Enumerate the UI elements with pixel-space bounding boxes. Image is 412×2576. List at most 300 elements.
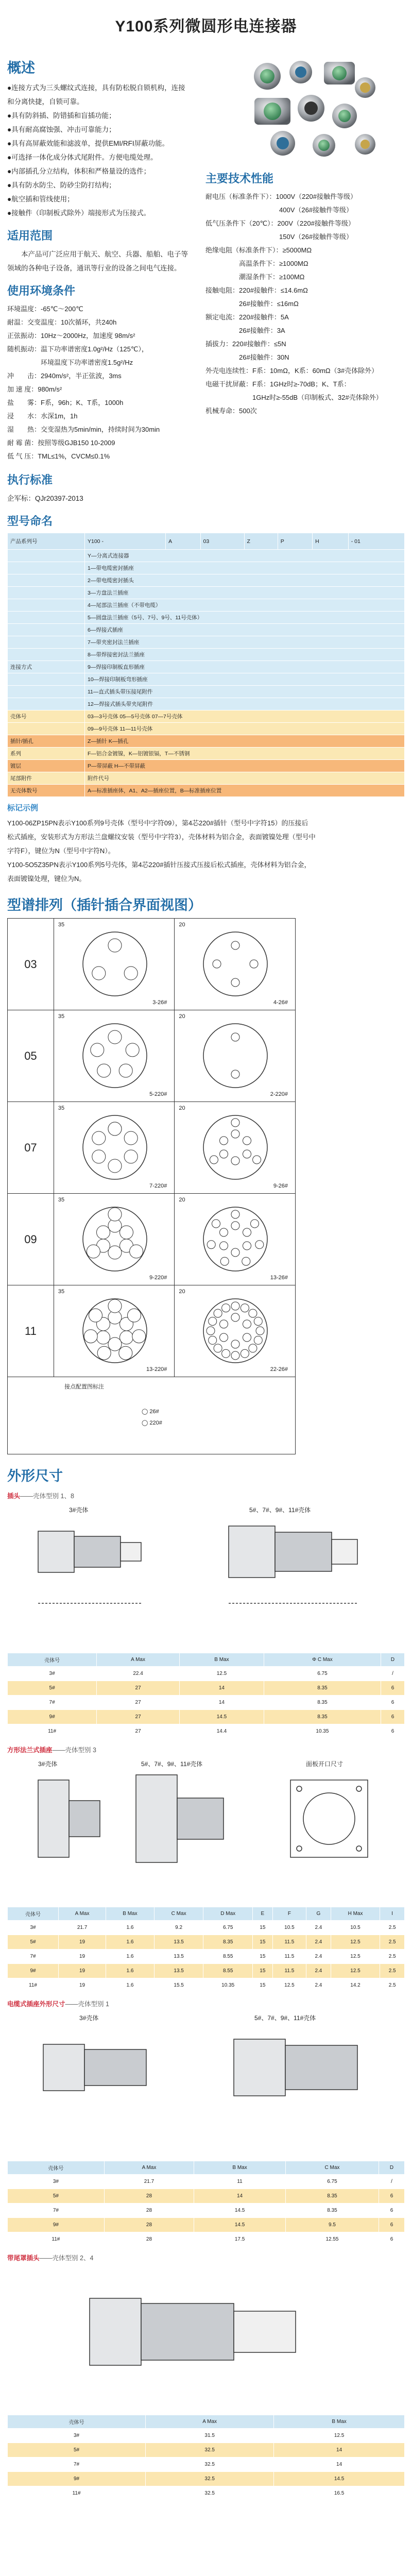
environment-line: 耐 霉 菌：按照等级GJB150 10-2009: [7, 439, 115, 447]
pin-layout: [199, 1295, 271, 1367]
legend-item: ◯ 220#: [142, 1420, 162, 1426]
spec-line: 机械寿命：500次: [205, 407, 257, 415]
dim-header-cell: 壳体号: [8, 1907, 59, 1921]
shield-drawing: [7, 2262, 405, 2412]
spec-line: 26#接触件：3A: [205, 327, 285, 334]
dim-header-cell: B Max: [274, 2415, 405, 2429]
application-text: 本产品可广泛应用于航天、航空、兵器、船舶、电子等领域的各种电子设备，通讯等行业的设备之间电气连接。: [7, 250, 188, 272]
model-row-item: Y—分离式连接器: [85, 550, 405, 562]
arrangement-left: [54, 919, 175, 1010]
shield-title: 带尾罩插头——壳体型别 2、4: [7, 2255, 94, 2262]
contact-pin: [213, 960, 221, 968]
model-row-item: 03—3号壳体 05—5号壳体 07—7号壳体: [85, 710, 405, 723]
model-row-item: P—带屏蔽 H—不带屏蔽: [85, 760, 405, 772]
feature-item: ●具有防水防尘、防砂尘防打结构；: [7, 181, 116, 189]
dim-cell: 13.5: [154, 1950, 203, 1964]
contact-pin: [97, 1346, 111, 1360]
contact-pin: [253, 1156, 261, 1164]
plug-title: 插头——壳体型别 1、8: [7, 1493, 74, 1500]
contact-pin: [254, 1317, 263, 1326]
contact-pin: [243, 1137, 251, 1145]
contact-pin: [249, 1309, 257, 1317]
flange-view-3-label: 3#壳体: [38, 1760, 58, 1768]
dim-cell: 28: [104, 2204, 194, 2218]
model-header-cell: H: [313, 533, 349, 550]
dim-cell: 14: [180, 1681, 264, 1696]
pin-layout: [79, 1111, 151, 1183]
model-row-label: [8, 574, 85, 587]
contact-pin: [251, 1219, 259, 1228]
dim-cell: 12.5: [331, 1950, 380, 1964]
dim-cell: 27: [97, 1710, 180, 1724]
contact-pin: [243, 1242, 251, 1250]
cell-top-label: 35: [58, 922, 65, 928]
dim-cell: 8.55: [203, 1950, 253, 1964]
example-line: Y100-06ZP15PN表示Y100系列9号壳体（型号中字符09），第4芯220#插针（型号中字符15）的压接后: [7, 819, 308, 827]
panel-cutout-label: 面板开口尺寸: [306, 1760, 344, 1768]
dim-cell: 3#: [8, 1667, 97, 1681]
model-row-item: 11—直式插头带压接尾附件: [85, 686, 405, 698]
environment-line: 环境温度下功率谱密度1.5g²/Hz: [7, 359, 133, 366]
arrangement-heading: 型谱排列（插针插合界面视图）: [7, 897, 202, 913]
spec-line: 插拔力：220#接触件：≤5N: [205, 340, 286, 348]
model-heading: 型号命名: [7, 515, 53, 528]
dim-cell: 6: [379, 2232, 405, 2247]
contact-pin: [212, 1219, 220, 1228]
contact-pin: [243, 1333, 251, 1342]
dim-cell: 8.35: [203, 1935, 253, 1950]
contact-pin: [91, 1043, 104, 1057]
cell-top-label: 20: [179, 922, 185, 928]
dim-cell: 15: [252, 1978, 272, 1993]
application-heading: 适用范围: [7, 229, 53, 242]
shell-number: 05: [8, 1010, 54, 1102]
dim-header-cell: H Max: [331, 1907, 380, 1921]
dim-cell: 10.5: [272, 1921, 306, 1935]
cell-bottom-label: 5-220#: [149, 1091, 167, 1097]
contact-pin: [209, 1336, 217, 1344]
dim-cell: 3#: [8, 1921, 59, 1935]
feature-item: ●可选择一体化成分体式尾附件。方便电缆处理。: [7, 154, 158, 161]
dim-cell: 16.5: [274, 2486, 405, 2501]
dim-header-cell: A Max: [97, 1653, 180, 1667]
environment-line: 耐温：交变温度：10次循环，共240h: [7, 318, 117, 326]
contact-pin: [221, 1257, 229, 1265]
dim-header-cell: B Max: [106, 1907, 154, 1921]
dim-cell: 32.5: [146, 2486, 274, 2501]
contact-pin: [108, 1246, 122, 1259]
cable-view-3-label: 3#壳体: [79, 2014, 99, 2022]
model-row-label: [8, 624, 85, 636]
shell-number: 07: [8, 1102, 54, 1194]
contact-pin: [210, 1156, 218, 1164]
model-row-label: [8, 550, 85, 562]
model-row-label: [8, 673, 85, 686]
arrangement-left: [54, 1102, 175, 1194]
model-row-label: [8, 636, 85, 649]
dim-cell: 7#: [8, 2458, 146, 2472]
pin-layout: [199, 1203, 271, 1275]
dim-cell: 14.4: [180, 1724, 264, 1739]
arrangement-left: [54, 1285, 175, 1377]
environment-list: [7, 302, 190, 463]
contact-pin: [243, 1320, 251, 1328]
model-header-cell: P: [278, 533, 312, 550]
model-row-label: [8, 562, 85, 574]
spec-line: 耐电压（标准条件下）：1000V（220#接触件等级）: [205, 193, 357, 200]
spec-line: 高温条件下：≥1000MΩ: [205, 260, 308, 267]
main-specs-heading: 主要技术性能: [205, 172, 274, 185]
dim-cell: 2.4: [306, 1935, 331, 1950]
model-row-label: 插针/插孔: [8, 735, 85, 748]
dim-cell: 19: [59, 1935, 106, 1950]
dim-cell: 15: [252, 1964, 272, 1978]
dim-cell: 14.5: [194, 2218, 286, 2232]
table-row: [8, 2486, 405, 2501]
arrangement-left: [54, 1194, 175, 1285]
table-row: [8, 1935, 405, 1950]
contact-pin: [220, 1150, 228, 1158]
spec-line: 接触电阻：220#接触件：≤14.6mΩ: [205, 286, 308, 294]
contact-pin: [119, 1226, 133, 1239]
legend-cell: [8, 1377, 296, 1454]
dim-header-cell: F: [272, 1907, 306, 1921]
contact-pin: [231, 1210, 239, 1218]
dim-cell: 6: [381, 1710, 404, 1724]
dim-cell: 12.5: [331, 1964, 380, 1978]
dim-cell: 14.5: [180, 1710, 264, 1724]
dim-cell: 19: [59, 1978, 106, 1993]
table-row: [8, 2429, 405, 2443]
standard-text: 企军标：QJr20397-2013: [7, 495, 83, 502]
spec-line: 电磁干扰屏蔽：F系：1GHz时≥-70dB；K、T系：: [205, 380, 351, 388]
contact-pin: [243, 1228, 251, 1236]
model-row-item: 9—焊接印制板直形插座: [85, 661, 405, 673]
model-row-item: 1—带电缆密封插座: [85, 562, 405, 574]
dim-header-cell: B Max: [180, 1653, 264, 1667]
dim-cell: 12.5: [331, 1935, 380, 1950]
dim-cell: /: [379, 2175, 405, 2189]
spec-line: 潮湿条件下：≥100MΩ: [205, 273, 305, 281]
table-row: [8, 2458, 405, 2472]
cell-top-label: 35: [58, 1289, 65, 1295]
table-row: [8, 2204, 405, 2218]
dim-cell: 9#: [8, 2218, 105, 2232]
arrangement-table: [7, 918, 296, 1454]
dim-cell: 9#: [8, 1964, 59, 1978]
flange-dim-table: [7, 1907, 405, 1993]
dim-cell: 5#: [8, 1681, 97, 1696]
dim-cell: 1.6: [106, 1935, 154, 1950]
page-title: Y100系列微圆形电连接器: [115, 18, 297, 35]
contact-pin: [127, 1309, 141, 1322]
contact-pin: [231, 1070, 239, 1078]
table-row: [8, 1921, 405, 1935]
dim-header-cell: D: [381, 1653, 404, 1667]
contact-pin: [222, 1349, 230, 1358]
contact-pin: [220, 1137, 228, 1145]
table-row: [8, 2472, 405, 2486]
dim-cell: 12.5: [274, 2429, 405, 2443]
model-row-label: [8, 587, 85, 599]
plug-view-5-label: 5#、7#、9#、11#壳体: [249, 1506, 311, 1514]
environment-line: 浸 水：水深1m，1h: [7, 412, 78, 420]
contact-pin: [84, 1330, 97, 1343]
legend-title: 接点配置图标注: [64, 1384, 104, 1390]
cable-view-5-label: 5#、7#、9#、11#壳体: [254, 2014, 316, 2022]
model-row-item: 6—焊接式插座: [85, 624, 405, 636]
dim-header-cell: 壳体号: [8, 2161, 105, 2175]
shell-number: 09: [8, 1194, 54, 1285]
dim-cell: 5#: [8, 2189, 105, 2204]
dim-cell: 12.55: [285, 2232, 379, 2247]
dim-cell: 11.5: [272, 1964, 306, 1978]
cell-bottom-label: 13-26#: [270, 1275, 288, 1281]
spec-line: 1GHz时≥-55dB（印制板式、32#壳体除外）: [205, 394, 383, 401]
contact-pin: [214, 1344, 222, 1352]
contact-pin: [220, 1320, 228, 1328]
main-specs-list: [205, 190, 405, 418]
table-row: [8, 1724, 405, 1739]
dim-header-cell: E: [252, 1907, 272, 1921]
contact-pin: [108, 1208, 122, 1221]
dim-header-cell: C Max: [154, 1907, 203, 1921]
dim-cell: 32.5: [146, 2443, 274, 2458]
dim-cell: 22.4: [97, 1667, 180, 1681]
dim-header-cell: 壳体号: [8, 1653, 97, 1667]
contact-pin: [97, 1064, 111, 1077]
dim-cell: 2.5: [380, 1964, 405, 1978]
spec-line: 低气压条件下（20℃）：200V（220#接触件等级）: [205, 219, 355, 227]
dim-cell: 7#: [8, 1696, 97, 1710]
shell-number: 11: [8, 1285, 54, 1377]
example-line: 字符F），键位为N（型号中字符N）。: [7, 847, 115, 855]
dim-cell: 1.6: [106, 1978, 154, 1993]
dim-header-cell: A Max: [146, 2415, 274, 2429]
dim-cell: 32.5: [146, 2472, 274, 2486]
dim-cell: 6: [379, 2218, 405, 2232]
contact-pin: [231, 1222, 239, 1230]
shield-dim-table: [7, 2415, 405, 2501]
cell-bottom-label: 22-26#: [270, 1366, 288, 1372]
cell-top-label: 20: [179, 1197, 185, 1203]
dim-cell: 11#: [8, 1978, 59, 1993]
feature-item: ●具有耐高腐蚀强、冲击可靠能力；: [7, 126, 116, 133]
contact-pin: [108, 939, 122, 952]
contact-pin: [231, 1033, 239, 1041]
standard-heading: 执行标准: [7, 473, 53, 486]
environment-line: 冲 击：2940m/s²，半正弦波，3ms: [7, 372, 122, 380]
model-header-cell: Z: [244, 533, 278, 550]
cell-bottom-label: 9-220#: [149, 1275, 167, 1281]
dim-cell: 11: [194, 2175, 286, 2189]
dimensions-heading: 外形尺寸: [7, 1468, 63, 1484]
table-row: [8, 1950, 405, 1964]
dim-header-cell: B Max: [194, 2161, 286, 2175]
environment-line: 湿 热：交变湿热为5min/min，持续时间为30min: [7, 426, 160, 433]
dim-cell: 15: [252, 1921, 272, 1935]
dim-cell: 2.5: [380, 1921, 405, 1935]
contact-pin: [209, 1317, 217, 1326]
table-row: [8, 2443, 405, 2458]
dim-cell: 6: [379, 2204, 405, 2218]
shell-number: 03: [8, 919, 54, 1010]
cell-top-label: 20: [179, 1289, 185, 1295]
dim-cell: 27: [97, 1681, 180, 1696]
model-row-label: 镀层: [8, 760, 85, 772]
dim-cell: 9#: [8, 1710, 97, 1724]
dim-cell: 2.5: [380, 1935, 405, 1950]
dim-cell: 2.4: [306, 1978, 331, 1993]
model-header-cell: A: [166, 533, 200, 550]
contact-pin: [222, 1304, 230, 1312]
dim-cell: 15.5: [154, 1978, 203, 1993]
dim-cell: 17.5: [194, 2232, 286, 2247]
model-row-item: A—标准插座体，A1、A2—插座位置，B—标准插座位置: [85, 785, 405, 797]
dim-cell: 6: [379, 2189, 405, 2204]
model-row-item: 附件代号: [85, 772, 405, 785]
dim-header-cell: I: [380, 1907, 405, 1921]
model-row-label: 尾部附件: [8, 772, 85, 785]
model-row-item: 8—带焊接密封法兰插座: [85, 649, 405, 661]
pin-layout: [199, 1020, 271, 1092]
dim-cell: 10.35: [203, 1978, 253, 1993]
feature-item: ●内部插孔分立结构，体积和严格量设的选件；: [7, 167, 151, 175]
contact-pin: [220, 1228, 228, 1236]
environment-line: 随机振动：温下功率谱密度1.0g²/Hz（125℃），: [7, 345, 148, 353]
overview-heading: 概述: [7, 60, 35, 76]
dim-header-cell: A Max: [59, 1907, 106, 1921]
table-row: [8, 1667, 405, 1681]
dim-cell: 14: [274, 2458, 405, 2472]
model-row-label: 系列: [8, 748, 85, 760]
contact-pin: [255, 1241, 264, 1249]
model-row-item: F—铝合金镀镍，K—铝镀银镉，T—不锈钢: [85, 748, 405, 760]
dim-cell: 9.2: [154, 1921, 203, 1935]
spec-line: 外壳电连续性：F系：10mΩ，K系：60mΩ（3#壳体除外）: [205, 367, 379, 375]
table-row: [8, 1681, 405, 1696]
contact-pin: [119, 1346, 132, 1360]
dim-cell: 28: [104, 2232, 194, 2247]
cell-top-label: 35: [58, 1105, 65, 1111]
contact-pin: [108, 1030, 122, 1044]
model-row-item: 09—9号壳体 11—11号壳体: [85, 723, 405, 735]
model-row-label: [8, 698, 85, 710]
dim-cell: 14: [274, 2443, 405, 2458]
contact-pin: [256, 1327, 264, 1335]
model-row-item: Z—插针 K—插孔: [85, 735, 405, 748]
table-row: [8, 1710, 405, 1724]
spec-line: 绝缘电阻（标准条件下）：≥5000MΩ: [205, 246, 312, 254]
pin-layout: [79, 1020, 151, 1092]
dim-cell: 8.35: [264, 1681, 381, 1696]
model-header-cell: - 01: [348, 533, 404, 550]
dim-cell: 27: [97, 1724, 180, 1739]
contact-pin: [231, 1130, 239, 1138]
dim-cell: 9.5: [285, 2218, 379, 2232]
cell-top-label: 20: [179, 1013, 185, 1020]
dim-cell: 3#: [8, 2429, 146, 2443]
arrangement-right: [175, 1102, 296, 1194]
legend-item: ◯ 26#: [142, 1409, 159, 1415]
table-row: [8, 2218, 405, 2232]
model-row-label: [8, 599, 85, 612]
dim-header-cell: D Max: [203, 1907, 253, 1921]
contact-pin: [129, 1245, 143, 1258]
cell-bottom-label: 3-26#: [152, 999, 167, 1006]
model-row-label: 壳体号: [8, 710, 85, 723]
dim-cell: 6.75: [203, 1921, 253, 1935]
contact-pin: [108, 1299, 122, 1313]
contact-pin: [241, 1304, 249, 1312]
dim-cell: 32.5: [146, 2458, 274, 2472]
dim-cell: 11#: [8, 1724, 97, 1739]
contact-pin: [249, 1344, 257, 1352]
dim-cell: 6.75: [285, 2175, 379, 2189]
dim-cell: 31.5: [146, 2429, 274, 2443]
table-row: [8, 1964, 405, 1978]
contact-pin: [92, 1131, 106, 1145]
dim-header-cell: C Max: [285, 2161, 379, 2175]
dim-header-cell: G: [306, 1907, 331, 1921]
dim-cell: 8.35: [285, 2189, 379, 2204]
dim-cell: 27: [97, 1696, 180, 1710]
dim-header-cell: D: [379, 2161, 405, 2175]
contact-pin: [220, 1242, 228, 1250]
table-row: [8, 1978, 405, 1993]
plug-dim-table: [7, 1653, 405, 1739]
environment-line: 加 速 度：980m/s²: [7, 385, 62, 393]
arrangement-right: [175, 1194, 296, 1285]
dim-cell: 15: [252, 1935, 272, 1950]
dim-cell: 11.5: [272, 1935, 306, 1950]
contact-pin: [96, 1226, 110, 1239]
dim-cell: 5#: [8, 1935, 59, 1950]
contact-pin: [119, 1064, 132, 1077]
dim-cell: 8.55: [203, 1964, 253, 1978]
contact-pin: [108, 1122, 122, 1136]
cable-dim-table: [7, 2161, 405, 2247]
example-heading: 标记示例: [7, 804, 39, 812]
feature-item: ●具有防斜插、防错插和盲插功能；: [7, 112, 116, 120]
spec-line: 400V（26#接触件等级）: [205, 206, 353, 214]
dim-cell: 6: [381, 1681, 404, 1696]
flange-view-5-label: 5#、7#、9#、11#壳体: [141, 1760, 203, 1768]
dim-cell: 1.6: [106, 1950, 154, 1964]
dim-cell: 12.5: [272, 1978, 306, 1993]
model-row-item: 10—焊接印制板弯形插座: [85, 673, 405, 686]
model-header-cell: Y100 -: [85, 533, 166, 550]
cell-top-label: 20: [179, 1105, 185, 1111]
product-photo: [205, 52, 396, 165]
contact-pin: [108, 1337, 122, 1351]
dim-cell: 5#: [8, 2443, 146, 2458]
environment-line: 正弦振动：10Hz～2000Hz，加速度 98m/s²: [7, 332, 135, 340]
plug-drawing: [7, 1500, 405, 1650]
model-row-item: 4—尾部法兰插座（不带电缆）: [85, 599, 405, 612]
dim-cell: 14: [180, 1696, 264, 1710]
dim-cell: /: [381, 1667, 404, 1681]
arrangement-right: [175, 919, 296, 1010]
model-row-label: [8, 649, 85, 661]
contact-pin: [231, 1302, 239, 1310]
contact-pin: [241, 1349, 249, 1358]
contact-pin: [87, 1245, 100, 1258]
dim-cell: 19: [59, 1964, 106, 1978]
dim-cell: 11#: [8, 2232, 105, 2247]
contact-pin: [208, 1241, 216, 1249]
table-row: [8, 1696, 405, 1710]
